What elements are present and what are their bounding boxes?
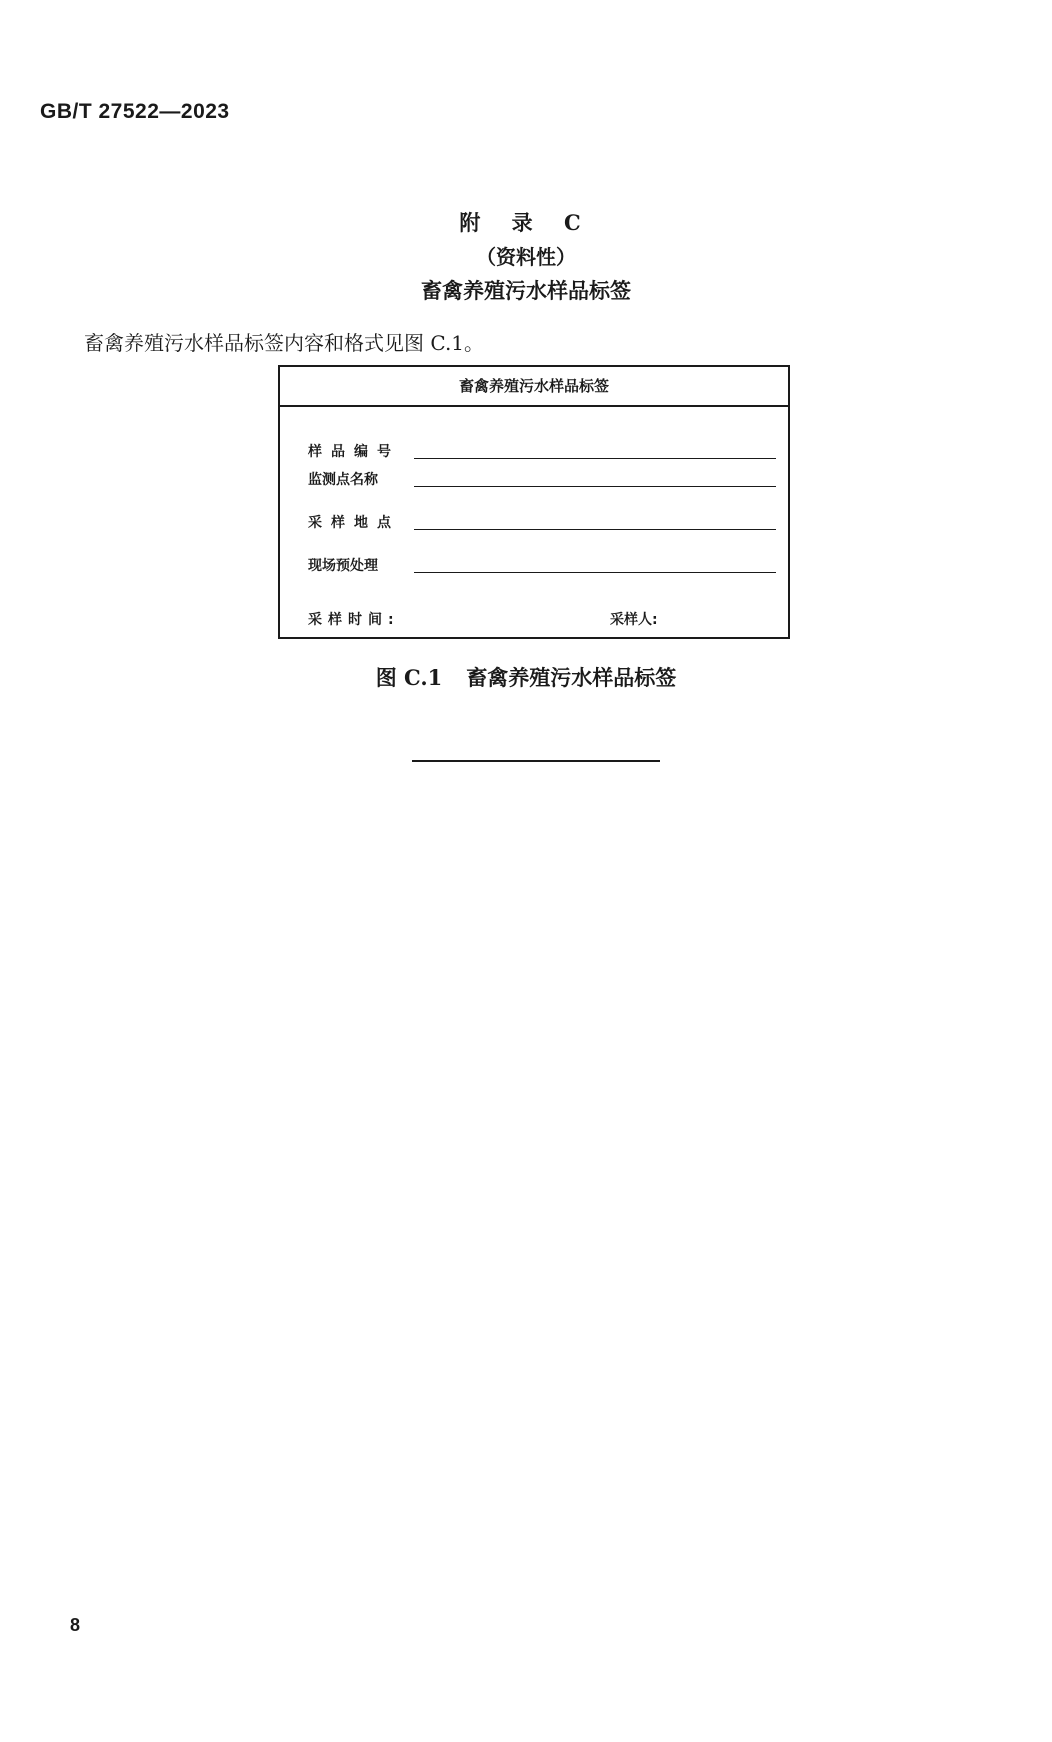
field-label-sampling-location: 采样地点 <box>308 515 400 531</box>
standard-code: GB/T 27522—2023 <box>40 100 230 123</box>
intro-paragraph: 畜禽养殖污水样品标签内容和格式见图 C.1。 <box>84 331 485 355</box>
field-row-sample-number <box>308 435 776 463</box>
page-number: 8 <box>70 1615 81 1635</box>
field-row-pretreatment <box>308 549 776 577</box>
field-line-pretreatment[interactable] <box>414 572 776 573</box>
field-line-sample-number[interactable] <box>414 458 776 459</box>
end-rule <box>412 760 660 762</box>
field-line-sampling-location[interactable] <box>414 529 776 530</box>
annex-title: 畜禽养殖污水样品标签 <box>421 278 631 303</box>
label-form-header: 畜禽养殖污水样品标签 <box>280 367 788 407</box>
field-label-monitoring-point: 监测点名称 <box>308 472 378 488</box>
annex-label: 附 录 C <box>459 210 593 235</box>
field-line-monitoring-point[interactable] <box>414 486 776 487</box>
annex-heading <box>0 208 1052 306</box>
sampling-time-label: 采样时间: <box>308 612 400 628</box>
annex-type: （资料性） <box>476 245 576 269</box>
figure-title: 畜禽养殖污水样品标签 <box>466 665 677 690</box>
field-label-sample-number: 样品编号 <box>308 444 400 460</box>
sampler-label: 采样人: <box>610 612 658 628</box>
figure-caption <box>0 663 1052 693</box>
field-row-monitoring-point <box>308 463 776 491</box>
sample-label-form <box>278 365 790 639</box>
field-label-pretreatment: 现场预处理 <box>308 558 378 574</box>
figure-number: 图 C.1 <box>375 665 443 690</box>
field-row-sampling-location <box>308 506 776 534</box>
